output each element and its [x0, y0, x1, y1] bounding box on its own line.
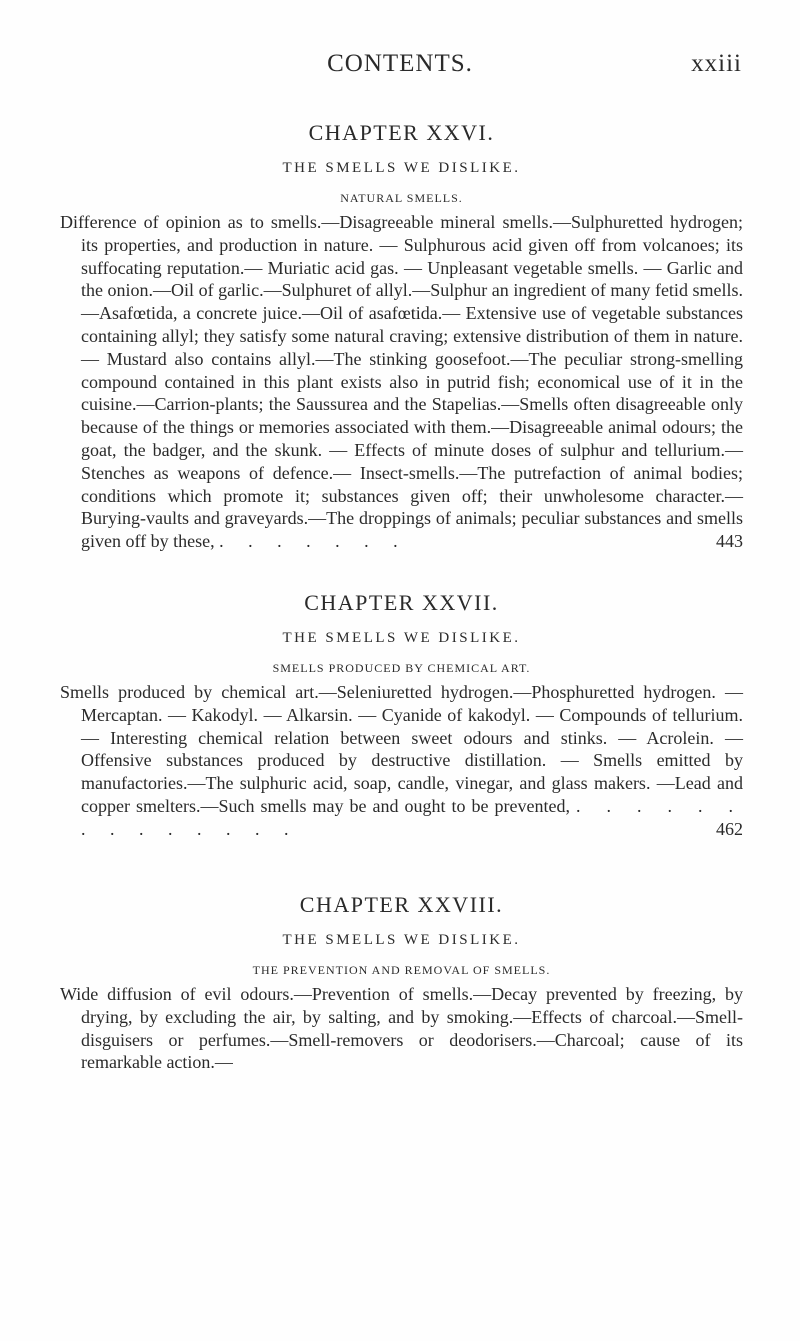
chapter-entry: [60, 120, 743, 553]
summary-text: Smells produced by chemical art.—Seleniuretted hydrogen.—Phosphuretted hydrogen. — Mercaptan. — Kakodyl. — Alkarsin. — Cyanide of kakodyl. — Compounds of tellurium. — Interesting chemical relation between sweet odours and stinks. — Acrolein. — Offensive substances produced by destructive distillation. — Smells emitted by manufactories.—The sulphuric acid, soap, candle, vinegar, and glass makers. —Lead and copper smelters.—Such smells may be and ought to be prevented,: [60, 682, 743, 816]
chapter-entry: [60, 892, 743, 1074]
chapter-subtitle: THE SMELLS WE DISLIKE.: [282, 160, 521, 176]
chapter-entry: [60, 590, 743, 841]
chapter-subtitle: THE SMELLS WE DISLIKE.: [282, 630, 521, 646]
chapter-section-heading: SMELLS PRODUCED BY CHEMICAL ART.: [272, 661, 531, 675]
chapter-summary: [60, 211, 743, 553]
dot-leader: . . . . . . .: [219, 531, 408, 552]
chapter-subtitle: THE SMELLS WE DISLIKE.: [282, 932, 521, 948]
chapter-section-heading: THE PREVENTION AND REMOVAL OF SMELLS.: [252, 963, 551, 977]
summary-text: Wide diffusion of evil odours.—Prevention of smells.—Decay prevented by freezing, by drying, by excluding the air, by salting, and by smoking.—Effects of charcoal.—Smell-disguisers or perfumes.—Smell-removers or deodorisers.—Charcoal; cause of its remarkable action.—: [60, 984, 743, 1073]
running-head: [0, 50, 800, 90]
page-reference: 462: [716, 818, 743, 839]
summary-text: Difference of opinion as to smells.—Disagreeable mineral smells.—Sulphuretted hydrogen; its properties, and production in nature. — Sulphurous acid given off from volcanoes; its suffocating reputation.— Muriatic acid gas. — Unpleasant vegetable smells. — Garlic and the onion.—Oil of garlic.—Sulphuret of allyl.—Sulphur an ingredient of many fetid smells.—Asafœtida, a concrete juice.—Oil of asafœtida.— Extensive use of vegetable substances containing allyl; they satisfy some natural craving; extensive distribution of them in nature. — Mustard also contains allyl.—The stinking goosefoot.—The peculiar strong-smelling compound contained in this plant exists also in putrid fish; economical use of it in the cuisine.—Carrion-plants; the Saussurea and the Stapelias.—Smells often disagreeable only because of the things or memories associated with them.—Disagreeable animal odours; the goat, the badger, and the skunk. — Effects of minute doses of sulphur and tellurium.—Stenches as weapons of defence.— Insect-smells.—The putrefaction of animal bodies; conditions which promote it; substances given off; their unwholesome character.— Burying-vaults and graveyards.—The droppings of animals; peculiar substances and smells given off by these,: [60, 212, 743, 552]
chapter-title: CHAPTER XXVIII.: [299, 892, 504, 917]
chapter-summary: [60, 983, 743, 1074]
chapter-title: CHAPTER XXVII.: [304, 590, 499, 615]
chapter-section-heading: NATURAL SMELLS.: [340, 191, 463, 205]
chapter-title: CHAPTER XXVI.: [308, 120, 495, 145]
dot-leader: . . . . . . . . . . . . . .: [81, 795, 744, 839]
page-reference: 443: [716, 531, 743, 552]
page-number: xxiii: [691, 50, 742, 77]
chapter-summary: [60, 681, 743, 841]
running-title: CONTENTS.: [327, 50, 473, 77]
